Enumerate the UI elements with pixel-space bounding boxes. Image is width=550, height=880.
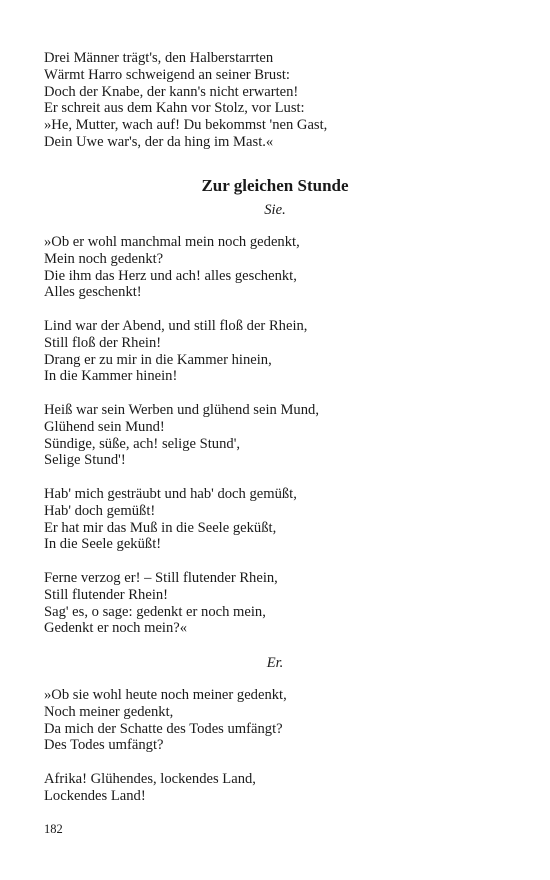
verse-line: Heiß war sein Werben und glühend sein Mund,: [44, 402, 319, 418]
verse-line: Alles geschenkt!: [44, 284, 142, 301]
poem-title: Zur gleichen Stunde: [201, 176, 349, 195]
verse-line: Lockendes Land!: [44, 787, 146, 804]
verse-line: Gedenkt er noch mein?«: [44, 620, 188, 637]
verse-line: Noch meiner gedenkt,: [44, 703, 174, 720]
verse-line: Da mich der Schatte des Todes umfängt?: [44, 720, 283, 737]
verse-line: Hab' mich gesträubt und hab' doch gemüßt,: [44, 486, 297, 502]
verse-line: Still floß der Rhein!: [44, 334, 162, 351]
stanza: [44, 771, 514, 805]
stanza: [44, 570, 514, 637]
verse-line: Dein Uwe war's, der da hing im Mast.«: [44, 133, 274, 150]
page-number: 182: [44, 822, 63, 836]
stanza: [44, 234, 514, 301]
verse-line: Selige Stund'!: [44, 452, 126, 469]
stanza: [44, 318, 514, 385]
verse-line: Lind war der Abend, und still floß der Rhein,: [44, 318, 308, 334]
verse-line: In die Kammer hinein!: [44, 368, 178, 385]
verse-line: Drei Männer trägt's, den Halberstarrten: [44, 50, 274, 66]
verse-line: Sündige, süße, ach! selige Stund',: [44, 435, 240, 452]
verse-line: Des Todes umfängt?: [44, 737, 164, 754]
verse-line: Mein noch gedenkt?: [44, 250, 164, 267]
verse-line: Glühend sein Mund!: [44, 418, 165, 435]
verse-line: In die Seele geküßt!: [44, 536, 162, 553]
stanza: [44, 687, 514, 754]
intro-stanza: [44, 50, 514, 151]
verse-line: »Ob sie wohl heute noch meiner gedenkt,: [44, 687, 287, 703]
stanza: [44, 486, 514, 553]
verse-line: Er hat mir das Muß in die Seele geküßt,: [44, 519, 277, 536]
verse-line: »Ob er wohl manchmal mein noch gedenkt,: [44, 234, 300, 250]
speaker-heading-she: Sie.: [264, 202, 286, 218]
verse-line: »He, Mutter, wach auf! Du bekommst 'nen Gast,: [44, 117, 328, 134]
verse-line: Still flutender Rhein!: [44, 586, 169, 603]
speaker-heading-he: Er.: [266, 655, 284, 671]
stanza: [44, 402, 514, 469]
verse-line: Doch der Knabe, der kann's nicht erwarten!: [44, 83, 299, 100]
verse-line: Afrika! Glühendes, lockendes Land,: [44, 771, 256, 787]
verse-line: Wärmt Harro schweigend an seiner Brust:: [44, 66, 290, 83]
verse-line: Drang er zu mir in die Kammer hinein,: [44, 351, 272, 368]
verse-line: Sag' es, o sage: gedenkt er noch mein,: [44, 603, 266, 620]
verse-line: Er schreit aus dem Kahn vor Stolz, vor Lust:: [44, 100, 305, 117]
verse-line: Hab' doch gemüßt!: [44, 502, 156, 519]
verse-line: Ferne verzog er! – Still flutender Rhein,: [44, 570, 278, 586]
verse-line: Die ihm das Herz und ach! alles geschenkt,: [44, 267, 297, 284]
